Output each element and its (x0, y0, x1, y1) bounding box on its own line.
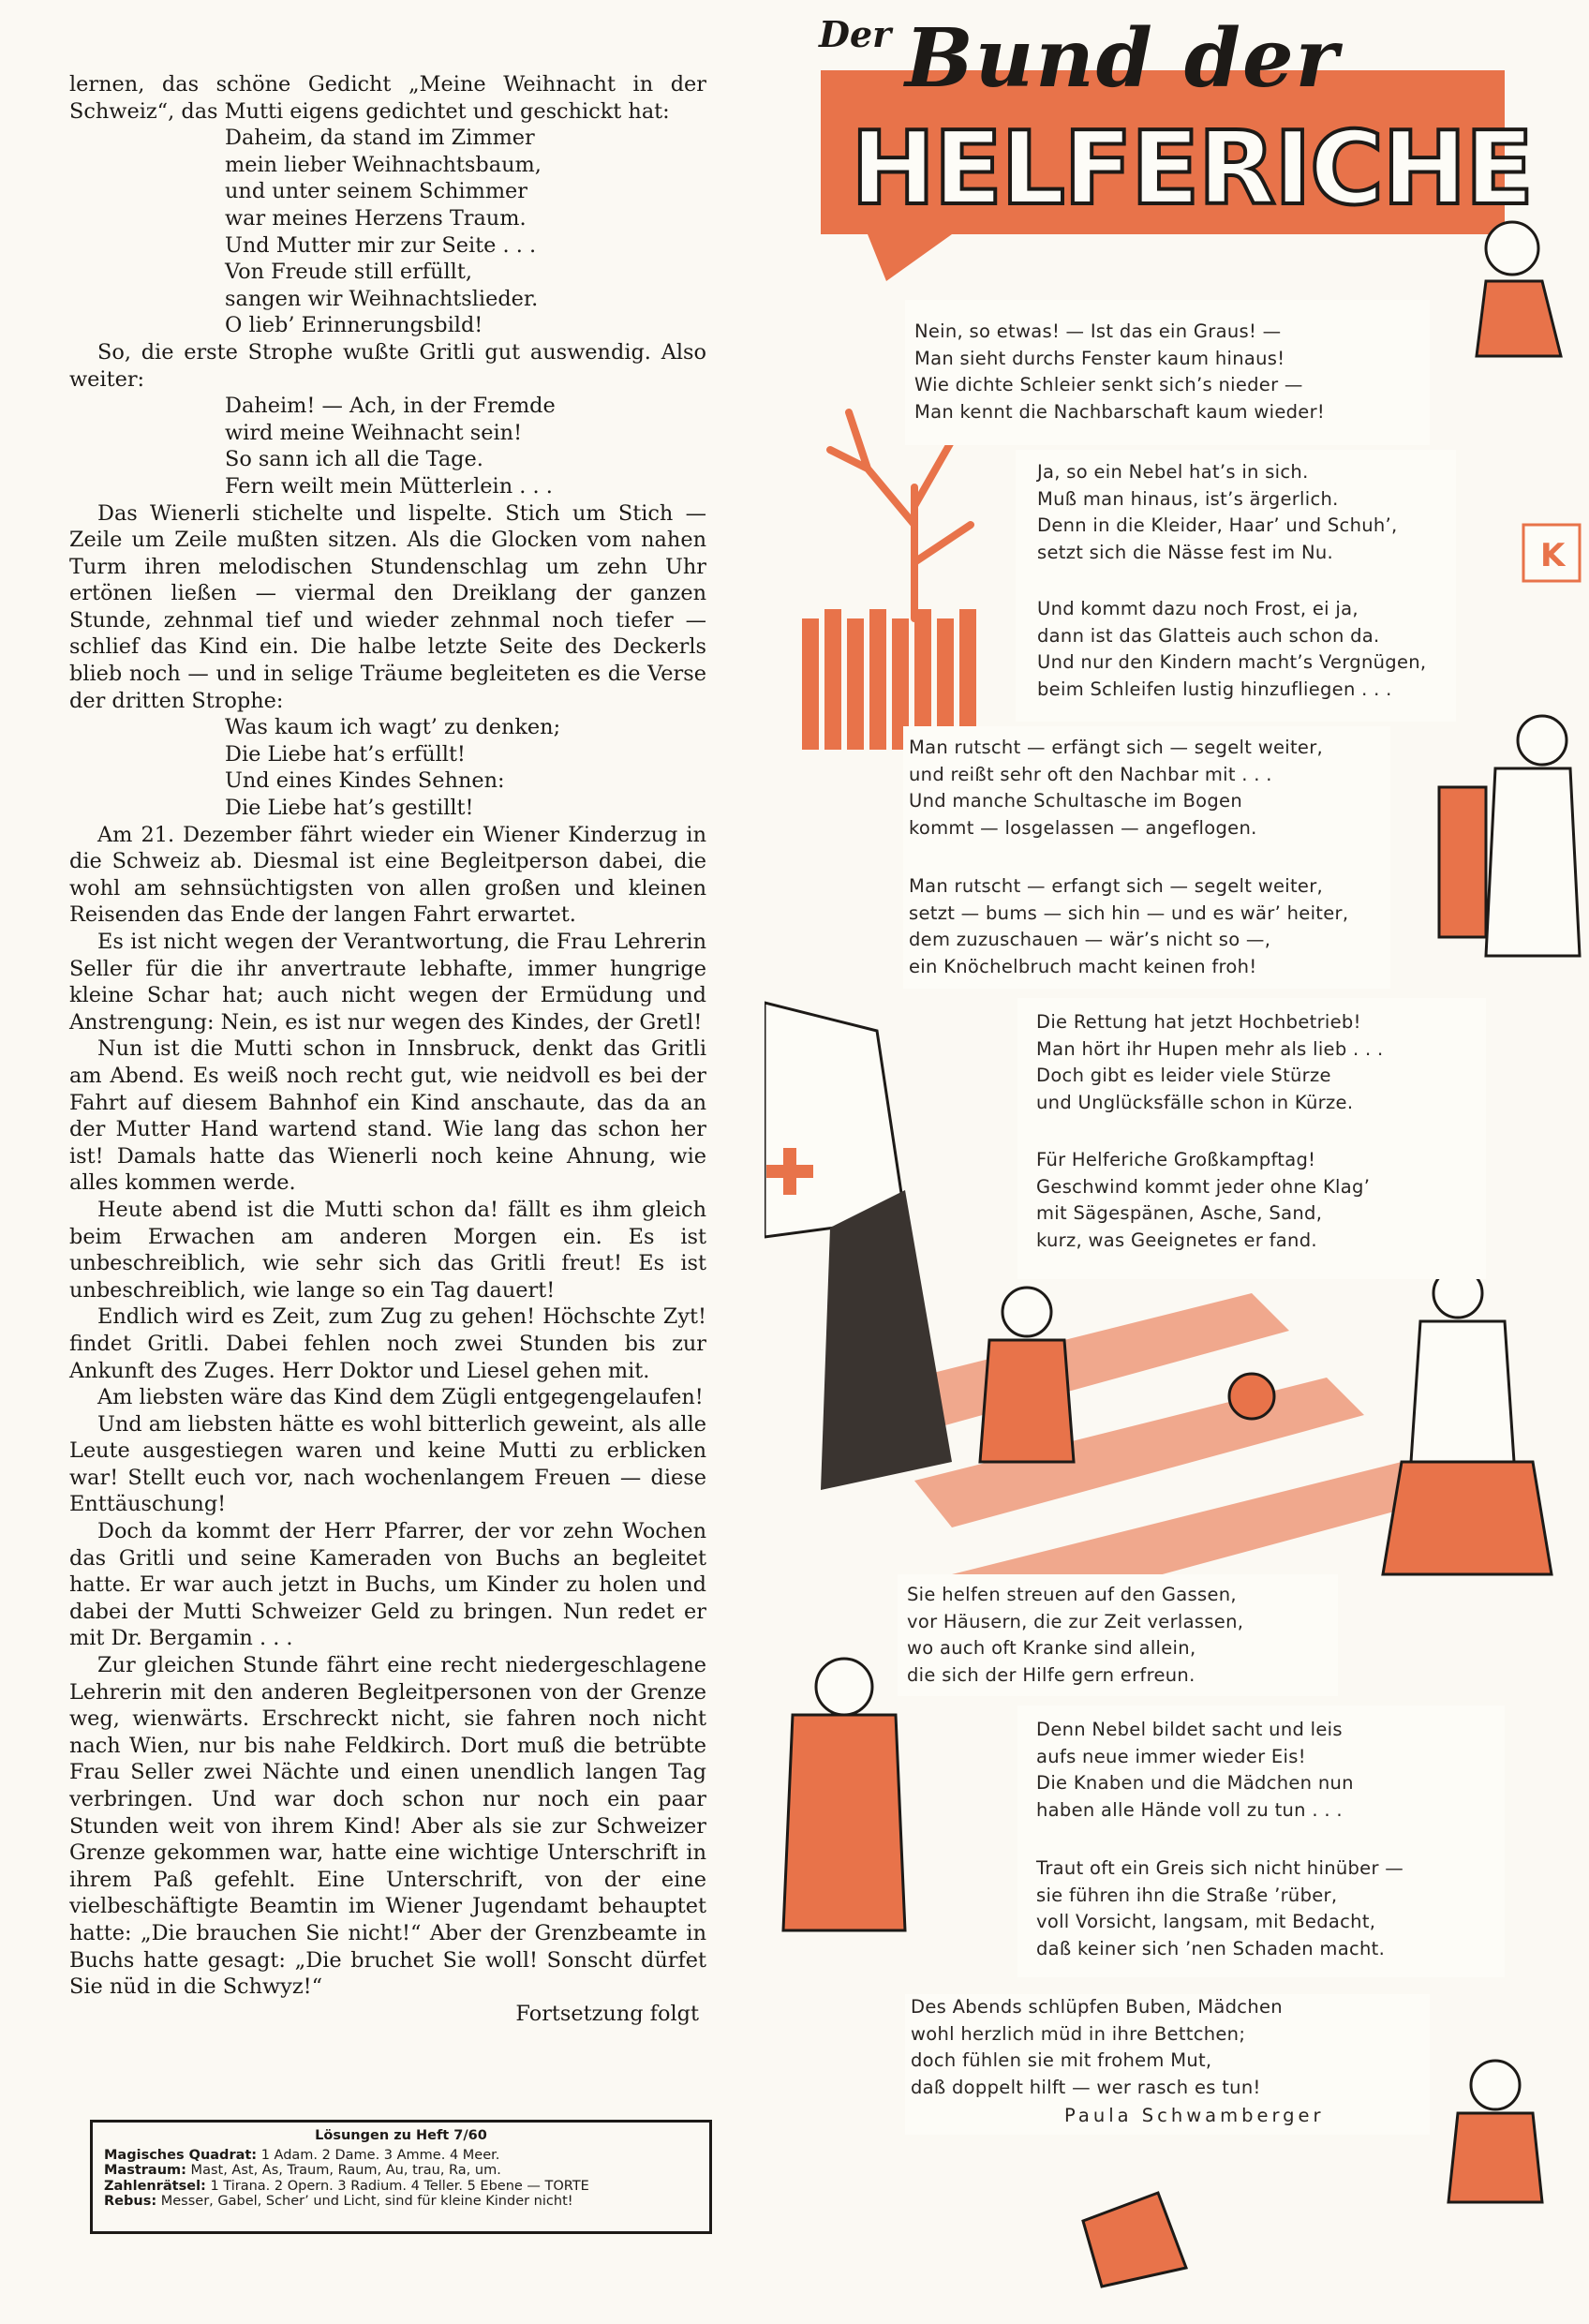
story-column (69, 71, 706, 2027)
poem-line: Ja, so ein Nebel hat’s in sich. (1037, 461, 1309, 483)
boy-illustration (783, 1659, 905, 1930)
solution-row (104, 2179, 698, 2195)
verse-line: O lieb’ Erinnerungsbild! (225, 313, 483, 338)
poem-stanza-7 (1036, 1147, 1370, 1254)
solution-text: 1 Tirana. 2 Opern. 3 Radium. 4 Teller. 5 Ebene — TORTE (205, 2178, 589, 2194)
poem-line: ein Knöchelbruch macht keinen froh! (909, 955, 1257, 977)
verse-line: Und eines Kindes Sehnen: (225, 768, 505, 794)
poem-line: Und manche Schultasche im Bogen (909, 790, 1243, 812)
solution-text: Messer, Gabel, Scher’ und Licht, sind für kleine Kinder nicht! (156, 2194, 573, 2209)
poem-line: beim Schleifen lustig hinzufliegen . . . (1037, 678, 1392, 700)
verse-line: Die Liebe hat’s gestillt! (225, 796, 474, 821)
verse-2 (225, 393, 706, 499)
header-der: Der (819, 13, 892, 55)
verse-3 (225, 714, 706, 821)
poem-line: dann ist das Glatteis auch schon da. (1037, 624, 1380, 647)
poem-line: Des Abends schlüpfen Buben, Mädchen (911, 1996, 1283, 2018)
solutions-box (90, 2120, 712, 2234)
solution-row (104, 2163, 698, 2179)
poem-line: voll Vorsicht, langsam, mit Bedacht, (1036, 1911, 1376, 1933)
story-paragraph: Und am liebsten hätte es wohl bitterlich geweint, als alle Leute ausgestiegen waren und keine Mutti zu erblicken war! Stellt euch vor, nach wochenlangem Freuen — diese Enttäuschung! (69, 1411, 706, 1517)
solution-text: Mast, Ast, As, Traum, Raum, Au, trau, Ra, um. (186, 2163, 501, 2178)
story-paragraph: Zur gleichen Stunde fährt eine recht niedergeschlagene Lehrerin mit den anderen Begleitpersonen von der Grenze weg, wienwärts. Erschreckt nicht, sie fahren noch nicht nach Wien, nur bis nahe Feldkirch. Dort muß die betrübte Frau Seller zwei Nächte und einen unendlich langen Tag verbringen. Und war doch schon nur noch ein paar Stunden weit von ihrem Kind! Aber als sie zur Schweizer Grenze gekommen war, hatte eine wichtige Unterschrift in ihrem Paß gefehlt. Eine Unterschrift, von der eine vielbeschäftigte Beamtin im Wiener Jugendamt behauptet hatte: „Die brauchen Sie nicht!“ Aber der Grenzbeamte in Buchs hatte gesagt: „Die bruchet Sie woll! Sonscht dürfet Sie nüd in die Schwyz!“ (69, 1653, 706, 2000)
solution-row (104, 2194, 698, 2210)
poem-line: und reißt sehr oft den Nachbar mit . . . (909, 763, 1272, 785)
poem-line: haben alle Hände voll zu tun . . . (1036, 1798, 1343, 1821)
poem-line: vor Häusern, die zur Zeit verlassen, (907, 1610, 1244, 1632)
poem-line: Man hört ihr Hupen mehr als lieb . . . (1036, 1037, 1384, 1060)
verse-line: und unter seinem Schimmer (225, 179, 528, 204)
poem-line: wohl herzlich müd in ihre Bettchen; (911, 2022, 1246, 2045)
verse-line: Fern weilt mein Mütterlein . . . (225, 473, 553, 499)
story-paragraph: Am 21. Dezember fährt wieder ein Wiener Kinderzug in die Schweiz ab. Diesmal ist eine Begleitperson dabei, die wohl am sehnsüchtigsten von allen großen und kleinen Reisenden das Ende der langen Fahrt erwartet. (69, 822, 706, 928)
solution-row (104, 2148, 698, 2164)
verse-line: So sann ich all die Tage. (225, 447, 483, 472)
verse-line: mein lieber Weihnachtsbaum, (225, 152, 542, 177)
poem-line: Traut oft ein Greis sich nicht hinüber — (1036, 1857, 1404, 1879)
story-paragraph: Endlich wird es Zeit, zum Zug zu gehen! Höchschte Zyt! findet Gritli. Dabei fehlen noch zwei Stunden bis zur Ankunft des Zuges. Herr Doktor und Liesel gehen mit. (69, 1304, 706, 1383)
poem-column (765, 0, 1589, 2324)
poem-line: setzt sich die Nässe fest im Nu. (1037, 541, 1334, 563)
poem-line: doch fühlen sie mit frohem Mut, (911, 2049, 1212, 2072)
poem-line: Und nur den Kindern macht’s Vergnügen, (1037, 651, 1427, 674)
poem-stanza-11 (911, 1994, 1283, 2101)
verse-line: sangen wir Weihnachtslieder. (225, 286, 539, 311)
poem-line: daß doppelt hilft — wer rasch es tun! (911, 2076, 1261, 2098)
poem-line: Denn Nebel bildet sacht und leis (1036, 1719, 1343, 1740)
solution-label: Magisches Quadrat: (104, 2147, 258, 2163)
poem-stanza-4 (909, 735, 1323, 842)
poem-stanza-5 (909, 873, 1348, 980)
poem-stanza-9 (1036, 1717, 1354, 1824)
poem-author: Paula Schwamberger (1064, 2105, 1325, 2126)
poem-line: Wie dichte Schleier senkt sich’s nieder — (914, 374, 1303, 396)
story-paragraph: Am liebsten wäre das Kind dem Zügli entgegengelaufen! (97, 1385, 704, 1410)
verse-line: Von Freude still erfüllt, (225, 260, 472, 285)
continued-note: Fortsetzung folgt (515, 2001, 699, 2026)
poem-line: Die Knaben und die Mädchen nun (1036, 1772, 1354, 1795)
poem-line: sie führen ihn die Straße ’rüber, (1036, 1884, 1338, 1906)
poem-line: Für Helferiche Großkampftag! (1036, 1149, 1316, 1170)
poem-line: wo auch oft Kranke sind allein, (907, 1637, 1196, 1660)
poem-line: mit Sägespänen, Asche, Sand, (1036, 1202, 1323, 1225)
poem-stanza-3 (1037, 596, 1426, 703)
solution-label: Rebus: (104, 2194, 157, 2209)
verse-line: Daheim, da stand im Zimmer (225, 126, 535, 151)
story-paragraph: Nun ist die Mutti schon in Innsbruck, denkt das Gritli am Abend. Es weiß noch recht gut, wie neidvoll es bei der Fahrt auf diesem Bahnhof ein Kind anschaute, das da an der Mutter Hand wartend stand. Wie lang das schon her ist! Damals hatte das Wienerli noch keine Ahnung, wie alles kommen werde. (69, 1036, 706, 1196)
verse-line: Was kaum ich wagt’ zu denken; (225, 715, 561, 740)
poem-stanza-10 (1036, 1855, 1403, 1962)
poem-line: daß keiner sich ’nen Schaden macht. (1036, 1937, 1386, 1959)
poem-line: Muß man hinaus, ist’s ärgerlich. (1037, 487, 1339, 510)
old-man-illustration (1439, 716, 1580, 956)
story-intro: lernen, das schöne Gedicht „Meine Weihnacht in der Schweiz“, das Mutti eigens gedichtet und geschickt hat: (69, 72, 706, 124)
verse-line: Daheim! — Ach, in der Fremde (225, 394, 556, 419)
verse-line: Die Liebe hat’s erfüllt! (225, 741, 466, 767)
story-paragraph: Doch da kommt der Herr Pfarrer, der vor zehn Wochen das Gritli und seine Kameraden von Buchs an begleitet hatte. Er war auch jetzt in Buchs, um Kinder zu holen und dabei der Mutti Schweizer Geld zu bringen. Nun redet er mit Dr. Bergamin . . . (69, 1519, 706, 1651)
poem-line: Sie helfen streuen auf den Gassen, (907, 1584, 1237, 1605)
poem-line: und Unglücksfälle schon in Kürze. (1036, 1091, 1354, 1113)
poem-line: kommt — losgelassen — angeflogen. (909, 816, 1257, 839)
poem-line: Man sieht durchs Fenster kaum hinaus! (914, 347, 1285, 369)
verse-line: wird meine Weihnacht sein! (225, 420, 523, 445)
verse-line: war meines Herzens Traum. (225, 205, 527, 231)
poem-line: Nein, so etwas! — Ist das ein Graus! — (914, 320, 1282, 342)
story-paragraph: Das Wienerli stichelte und lispelte. Stich um Stich — Zeile um Zeile mußten sitzen. Als die Glocken vom nahen Turm ihren melodischen Stundenschlag um zehn Uhr ertönen ließen — viermal den Dreiklang der ganzen Stunde, zehnmal tief und wieder zehnmal noch tiefer — schlief das Kind ein. Die halbe letzte Seite des Deckerls blieb noch — und in selige Träume begleiteten es die Verse der dritten Strophe: (69, 500, 706, 713)
crosswalk-illustration (877, 1293, 1439, 1621)
poem-line: Geschwind kommt jeder ohne Klag’ (1036, 1175, 1371, 1198)
story-paragraph: Heute abend ist die Mutti schon da! fällt es ihm gleich beim Erwachen am anderen Morgen ein. Es ist unbeschreiblich, wie sehr sich das Gritli freut! Es ist unbeschreiblich, wie lange so ein Tag dauert! (69, 1197, 706, 1303)
poem-line: Man rutscht — erfangt sich — segelt weiter, (909, 875, 1324, 897)
poem-line: dem zuzuschauen — wär’s nicht so —, (909, 929, 1271, 951)
verse-line: Und Mutter mir zur Seite . . . (225, 232, 537, 258)
solution-label: Zahlenrätsel: (104, 2178, 206, 2194)
poem-stanza-1 (914, 319, 1325, 425)
header-bund: Bund der (905, 11, 1340, 106)
poem-line: Die Rettung hat jetzt Hochbetrieb! (1036, 1011, 1361, 1033)
solution-text: 1 Adam. 2 Dame. 3 Amme. 4 Meer. (257, 2147, 500, 2163)
poem-line: Doch gibt es leider viele Stürze (1036, 1065, 1331, 1087)
story-paragraph: So, die erste Strophe wußte Gritli gut auswendig. Also weiter: (69, 339, 706, 392)
solutions-title: Lösungen zu Heft 7/60 (315, 2128, 487, 2143)
poem-line: aufs neue immer wieder Eis! (1036, 1745, 1306, 1767)
girl-sliding-illustration (1477, 222, 1561, 356)
poem-line: Man rutscht — erfängt sich — segelt weiter, (909, 737, 1324, 758)
header-title: HELFERICHE (851, 111, 1533, 228)
poem-line: Denn in die Kleider, Haar’ und Schuh’, (1037, 514, 1398, 537)
poem-line: die sich der Hilfe gern erfreun. (907, 1663, 1195, 1686)
solution-label: Mastraum: (104, 2163, 186, 2178)
poem-line: Und kommt dazu noch Frost, ei ja, (1037, 598, 1359, 619)
poem-stanza-6 (1036, 1009, 1384, 1116)
poem-line: Man kennt die Nachbarschaft kaum wieder! (914, 400, 1326, 423)
poem-stanza-2 (1037, 459, 1398, 566)
verse-1 (225, 125, 706, 339)
shop-sign-letter: K (1540, 537, 1566, 574)
poem-line: setzt — bums — sich hin — und es wär’ heiter, (909, 901, 1349, 924)
poem-line: kurz, was Geeignetes er fand. (1036, 1229, 1317, 1251)
poem-stanza-8 (907, 1582, 1243, 1689)
story-paragraph: Es ist nicht wegen der Verantwortung, die Frau Lehrerin Seller für die ihr anvertraute lebhafte, immer hungrige kleine Schar hat; auch nicht wegen der Ermüdung und Anstrengung: Nein, es ist nur wegen des Kindes, der Gretl! (69, 930, 706, 1035)
